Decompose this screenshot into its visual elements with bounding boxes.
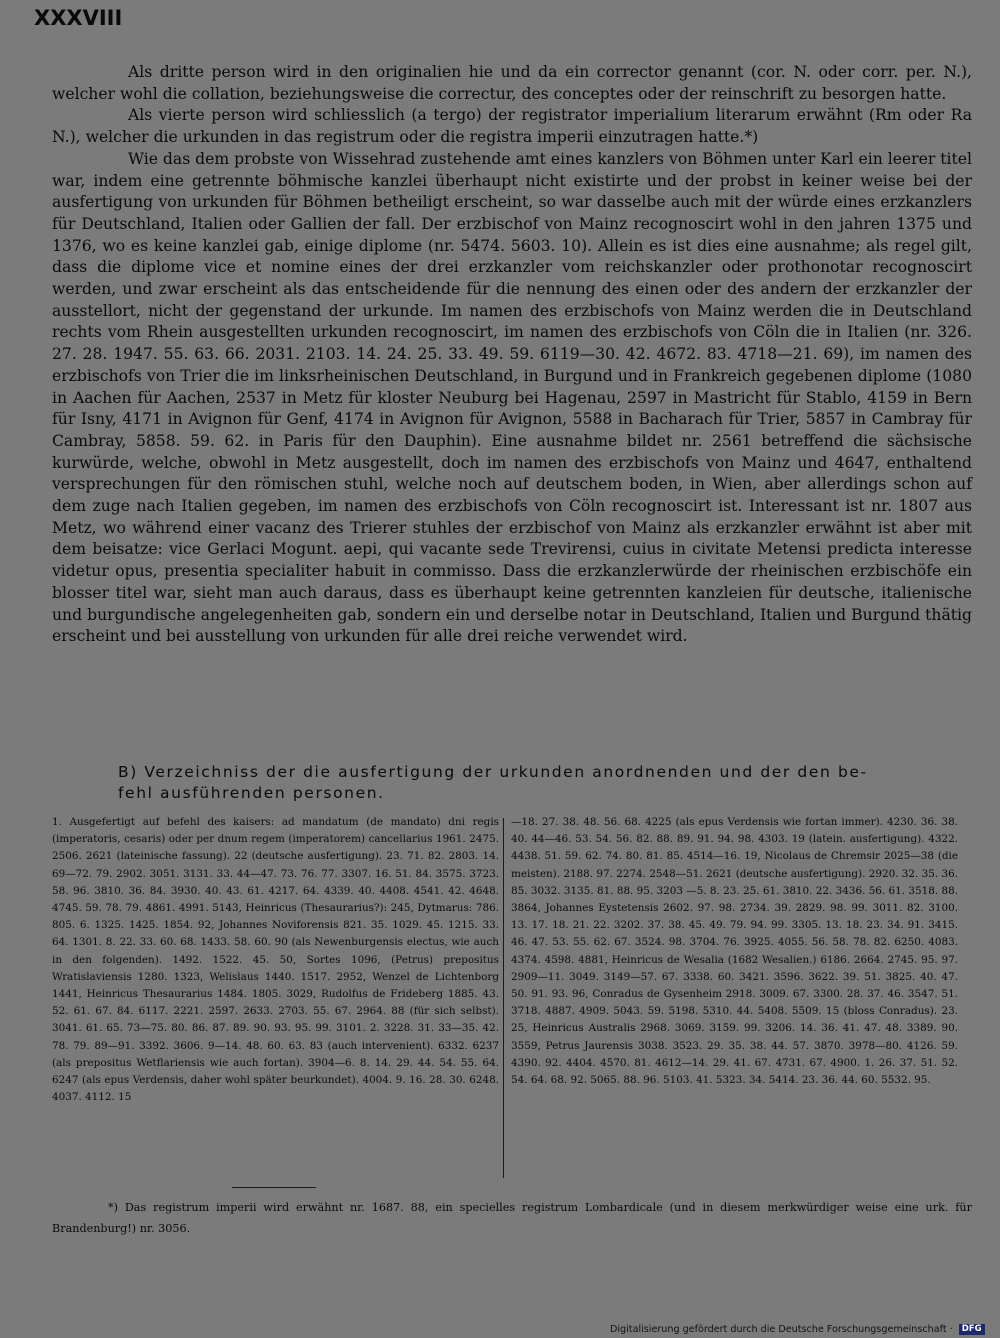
two-column-register [52,814,972,1182]
page-number: XXXVIII [34,6,123,30]
digitization-credit [610,1323,985,1337]
dfg-logo-icon: DFG [959,1324,985,1335]
paragraph-corrector: Als dritte person wird in den originalien hie und da ein corrector genannt (cor. N. oder corr. per. N.), welcher wohl die collation, beziehungsweise die correctur, des conceptes oder der reinschrift zu besorgen hatte. [52,63,972,103]
credit-text: Digitalisierung gefördert durch die Deutsche Forschungsgemeinschaft · [610,1324,953,1335]
column-divider [503,818,504,1178]
section-heading-line-2: fehl ausführenden personen. [118,784,385,802]
register-column-right: —18. 27. 38. 48. 56. 68. 4225 (als epus Verdensis wie fortan immer). 4230. 36. 38. 40. 44—46. 53. 54. 56. 82. 88. 89. 91. 94. 98. 4303. 19 (latein. ausfertigung). 4322. 4438. 51. 59. 62. 74. 80. 81. 85. 4514—16. 19, Nicolaus de Chremsir 2025—38 (die meisten). 2188. 97. 2274. 2548—51. 2621 (deutsche ausfertigung). 2920. 32. 35. 36. 85. 3032. 3135. 81. 88. 95. 3203 —5. 8. 23. 25. 61. 3810. 22. 3436. 56. 61. 3518. 88. 3864, Johannes Eystetensis 2602. 97. 98. 2734. 39. 2829. 98. 99. 3011. 82. 3100. 13. 17. 18. 21. 22. 3202. 37. 38. 45. 49. 79. 94. 99. 3305. 13. 18. 23. 34. 91. 3415. 46. 47. 53. 55. 62. 67. 3524. 98. 3704. 76. 3925. 4055. 56. 58. 78. 82. 6250. 4083. 4374. 4598. 4881, Heinricus de Wesalia (1682 Wesalien.) 6186. 2664. 2745. 95. 97. 2909—11. 3049. 3149—57. 67. 3338. 60. 3421. 3596. 3622. 39. 51. 3825. 40. 47. 50. 91. 93. 96, Conradus de Gysenheim 2918. 3009. 67. 3300. 28. 37. 46. 3547. 51. 3718. 4887. 4909. 5043. 59. 5198. 5310. 44. 5408. 5509. 15 (bloss Conradus). 23. 25, Heinricus Australis 2968. 3069. 3159. 99. 3206. 14. 36. 41. 47. 48. 3389. 90. 3559, Petrus Jaurensis 3038. 3523. 29. 35. 38. 44. 57. 3870. 3978—80. 4126. 59. 4390. 92. 4404. 4570. 81. 4612—14. 29. 41. 67. 4731. 67. 4900. 1. 26. 37. 51. 52. 54. 64. 68. 92. 5065. 88. 96. 5103. 41. 5323. 34. 5414. 23. 36. 44. 60. 5532. 95. [511,816,958,1087]
footnote-rule [232,1187,316,1188]
paragraph-erzkanzler: Wie das dem probste von Wissehrad zustehende amt eines kanzlers von Böhmen unter Karl ein leerer titel war, indem eine getrennte böhmische kanzlei überhaupt nicht existirte und der probst in keiner weise bei der ausfertigung von urkunden für Böhmen betheiligt erscheint, so war dasselbe auch mit der würde eines erzkanzlers für Deutschland, Italien oder Gallien der fall. Der erzbischof von Mainz recognoscirt wohl in den jahren 1375 und 1376, wo es keine kanzlei gab, einige diplome (nr. 5474. 5603. 10). Allein es ist dies eine ausnahme; als regel gilt, dass die diplome vice et nomine eines der drei erzkanzler vom reichskanzler oder prothonotar recognoscirt werden, und zwar erscheint als das entscheidende für die nennung des einen oder des andern der erzkanzler der ausstellort, nicht der gegenstand der urkunde. Im namen des erzbischofs von Mainz werden die in Deutschland rechts vom Rhein ausgestellten urkunden recognoscirt, im namen des erzbischofs von Cöln die in Italien (nr. 326. 27. 28. 1947. 55. 63. 66. 2031. 2103. 14. 24. 25. 33. 49. 59. 6119—30. 42. 4672. 83. 4718—21. 69), im namen des erzbischofs von Trier die im linksrheinischen Deutschland, in Burgund und in Frankreich gegebenen diplome (1080 in Aachen für Aachen, 2537 in Metz für kloster Neuburg bei Hagenau, 2597 in Mastricht für Stablo, 4159 in Bern für Isny, 4171 in Avignon für Genf, 4174 in Avignon für Avignon, 5588 in Bacharach für Trier, 5857 in Cambray für Cambray, 5858. 59. 62. in Paris für den Dauphin). Eine ausnahme bildet nr. 2561 betreffend die sächsische kurwürde, welche, obwohl in Metz ausgestellt, doch im namen des erzbischofs von Mainz und 4647, enthaltend versprechungen für den römischen stuhl, welche noch auf deutschem boden, in Wien, aber allerdings schon auf dem zuge nach Italien gegeben, im namen des erzbischofs von Cöln recognoscirt ist. Interessant ist nr. 1807 aus Metz, wo während einer vacanz des Trierer stuhles der erzbischof von Mainz als erzkanzler erwähnt ist aber mit dem beisatze: vice Gerlaci Mogunt. aepi, qui vacante sede Trevirensi, cuius in civitate Metensi predicta interesse videtur opus, presentia specialiter habuit in commisso. Dass die erzkanzlerwürde der rheinischen erzbischöfe ein blosser titel war, sieht man auch daraus, dass es überhaupt keine getrennten kanzleien für deutsche, italienische und burgundische angelegenheiten gab, sondern ein und derselbe notar in Deutschland, Italien und Burgund thätig erscheint und bei ausstellung von urkunden für alle drei reiche verwendet wird. [52,149,972,646]
main-text [52,62,972,648]
register-column-left: 1. Ausgefertigt auf befehl des kaisers: ad mandatum (de mandato) dni regis (imperatoris, cesaris) oder per dnum regem (imperatorem) cancellarius 1961. 2475. 2506. 2621 (lateinische fassung). 22 (deutsche ausfertigung). 23. 71. 82. 2803. 14. 69—72. 79. 2902. 3051. 3131. 33. 44—47. 73. 76. 77. 3307. 16. 51. 84. 3575. 3723. 58. 96. 3810. 36. 84. 3930. 40. 43. 61. 4217. 64. 4339. 40. 4408. 4541. 42. 4648. 4745. 59. 78. 79. 4861. 4991. 5143, Heinricus (Thesaurarius?): 245, Dytmarus: 786. 805. 6. 1325. 1425. 1854. 92, Johannes Noviforensis 821. 35. 1029. 45. 1215. 33. 64. 1301. 8. 22. 33. 60. 68. 1433. 58. 60. 90 (als Newenburgensis electus, wie auch in den folgenden). 1492. 1522. 45. 50, Sortes 1096, (Petrus) prepositus Wratislaviensis 1280. 1323, Welislaus 1440. 1517. 2952, Wenzel de Lichtenborg 1441, Heinricus Thesaurarius 1484. 1805. 3029, Rudolfus de Frideberg 1885. 43. 52. 61. 67. 84. 6117. 2221. 2597. 2633. 2703. 55. 67. 2964. 88 (für sich selbst). 3041. 61. 65. 73—75. 80. 86. 87. 89. 90. 93. 95. 99. 3101. 2. 3228. 31. 33—35. 42. 78. 79. 89—91. 3392. 3606. 9—14. 48. 60. 63. 83 (auch intervenient). 6332. 6237 (als prepositus Wetflariensis wie auch fortan). 3904—6. 8. 14. 29. 44. 54. 55. 64. 6247 (als epus Verdensis, daher wohl später beurkundet). 4004. 9. 16. 28. 30. 6248. 4037. 4112. 15 [52,816,499,1104]
paragraph-registrator: Als vierte person wird schliesslich (a tergo) der registrator imperialium literarum erwähnt (Rm oder Ra N.), welcher die urkunden in das registrum oder die registra imperii einzutragen hatte.*) [52,106,972,147]
section-heading [100,762,970,804]
section-heading-line-1: B) Verzeichniss der die ausfertigung der urkunden anordnenden und der den be- [118,763,868,781]
footnote: *) Das registrum imperii wird erwähnt nr. 1687. 88, ein specielles registrum Lombardicale (und in diesem merkwürdiger weise eine urk. für Brandenburg!) nr. 3056. [52,1201,972,1235]
